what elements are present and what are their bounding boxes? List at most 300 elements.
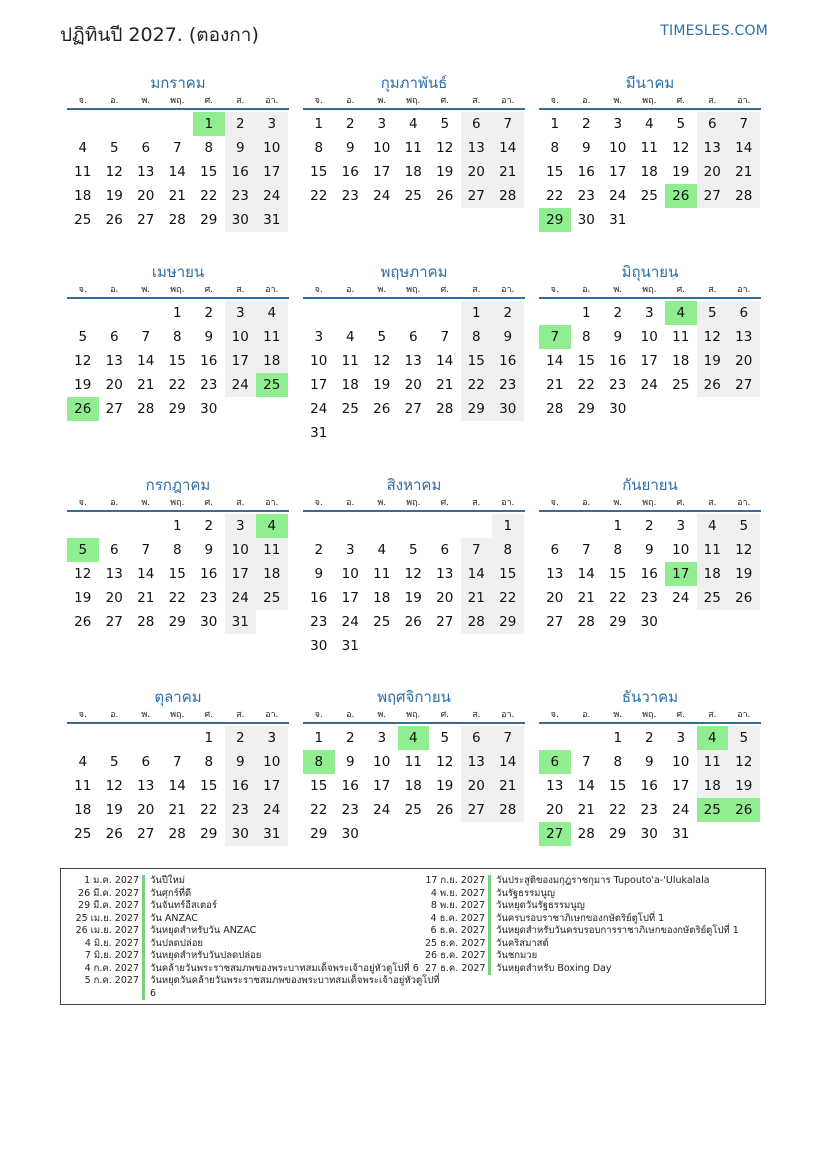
day-grid [303, 301, 525, 445]
day-cell: 29 [577, 401, 595, 417]
day-cell: 7 [172, 754, 182, 770]
day-cell: 25 [697, 586, 729, 610]
day-cell: 9 [345, 754, 355, 770]
weekday-label: อ. [346, 710, 355, 720]
weekday-label: ศ. [676, 498, 686, 508]
day-cell: 17 [341, 590, 359, 606]
day-cell: 12 [105, 778, 123, 794]
weekday-label: อา. [737, 498, 751, 508]
day-cell: 3 [314, 329, 324, 345]
weekday-label: อ. [110, 710, 119, 720]
day-cell: 31 [609, 212, 627, 228]
day-cell: 11 [256, 538, 288, 562]
day-cell: 13 [105, 566, 123, 582]
empty-cell [130, 301, 162, 325]
weekday-label: จ. [314, 96, 323, 106]
day-cell: 2 [492, 301, 524, 325]
weekday-label: ส. [236, 285, 245, 295]
day-cell: 7 [141, 329, 151, 345]
day-cell: 8 [613, 754, 623, 770]
day-cell: 22 [168, 377, 186, 393]
holiday-row [67, 875, 440, 888]
day-cell: 11 [640, 140, 658, 156]
day-cell: 31 [672, 826, 690, 842]
day-cell: 30 [310, 638, 328, 654]
holiday-row [67, 963, 440, 976]
weekday-label: อ. [582, 710, 591, 720]
day-grid [303, 514, 525, 658]
day-cell: 13 [436, 566, 454, 582]
day-cell: 23 [577, 188, 595, 204]
day-cell: 9 [225, 136, 257, 160]
day-cell: 6 [109, 329, 119, 345]
holiday-day-cell: 4 [398, 726, 430, 750]
day-cell: 26 [74, 614, 92, 630]
day-cell: 13 [137, 778, 155, 794]
day-cell: 13 [461, 136, 493, 160]
day-cell: 23 [341, 802, 359, 818]
holiday-row [425, 875, 758, 888]
day-cell: 18 [697, 562, 729, 586]
day-cell: 12 [728, 750, 760, 774]
holiday-name: วันหยุดวันคล้ายวันพระราชสมภพของพระบาทสมเด็จพระเจ้าอยู่หัวตูโปที่ 6 [142, 975, 440, 1000]
month-calendar [539, 261, 761, 421]
day-cell: 19 [105, 188, 123, 204]
weekday-label: อา. [265, 285, 279, 295]
day-cell: 5 [676, 116, 686, 132]
day-cell: 24 [640, 377, 658, 393]
day-cell: 27 [137, 212, 155, 228]
month-calendar [67, 72, 289, 232]
empty-cell [539, 514, 571, 538]
holiday-name: วันปลดปล่อย [142, 938, 440, 951]
day-cell: 16 [200, 353, 218, 369]
day-cell: 19 [74, 590, 92, 606]
weekday-header [539, 283, 761, 299]
day-cell: 1 [613, 730, 623, 746]
day-cell: 2 [345, 730, 355, 746]
weekday-label: อา. [265, 710, 279, 720]
day-cell: 26 [373, 401, 391, 417]
day-cell: 27 [404, 401, 422, 417]
day-cell: 14 [492, 750, 524, 774]
day-cell: 3 [613, 116, 623, 132]
day-cell: 20 [436, 590, 454, 606]
day-cell: 5 [728, 726, 760, 750]
holiday-date: 27 ธ.ค. 2027 [425, 962, 486, 974]
page-title: ปฏิทินปี 2027. (ตองกา) [60, 24, 259, 46]
day-cell: 25 [373, 614, 391, 630]
day-cell: 21 [168, 188, 186, 204]
holiday-date: 8 พ.ย. 2027 [430, 900, 485, 911]
day-cell: 1 [550, 116, 560, 132]
empty-cell [67, 726, 99, 750]
day-cell: 23 [640, 802, 658, 818]
day-cell: 29 [168, 614, 186, 630]
day-cell: 12 [74, 566, 92, 582]
day-grid [67, 301, 289, 421]
weekday-header [303, 94, 525, 110]
day-cell: 10 [256, 136, 288, 160]
day-cell: 30 [492, 397, 524, 421]
day-cell: 2 [613, 305, 623, 321]
day-cell: 8 [581, 329, 591, 345]
day-cell: 17 [225, 349, 257, 373]
day-cell: 19 [74, 377, 92, 393]
day-cell: 31 [341, 638, 359, 654]
day-cell: 3 [345, 542, 355, 558]
day-cell: 23 [640, 590, 658, 606]
month-calendar [539, 474, 761, 634]
day-cell: 14 [461, 562, 493, 586]
empty-cell [67, 301, 99, 325]
day-cell: 1 [204, 730, 214, 746]
weekday-header [67, 94, 289, 110]
day-cell: 20 [461, 774, 493, 798]
weekday-label: อ. [346, 498, 355, 508]
day-cell: 11 [74, 164, 92, 180]
weekday-label: พฤ. [406, 96, 421, 106]
day-cell: 8 [172, 542, 182, 558]
holiday-row [67, 938, 440, 951]
day-cell: 5 [109, 754, 119, 770]
weekday-label: อ. [346, 96, 355, 106]
day-cell: 26 [105, 212, 123, 228]
holiday-row [67, 975, 440, 1000]
day-cell: 30 [200, 614, 218, 630]
month-name: พฤษภาคม [380, 263, 448, 281]
holiday-date: 4 ธ.ค. 2027 [430, 912, 485, 924]
weekday-label: ศ. [440, 285, 450, 295]
day-cell: 29 [609, 614, 627, 630]
holiday-day-cell: 5 [67, 538, 99, 562]
empty-cell [99, 726, 131, 750]
day-cell: 25 [74, 826, 92, 842]
day-cell: 1 [613, 518, 623, 534]
day-cell: 20 [728, 349, 760, 373]
day-cell: 12 [74, 353, 92, 369]
holiday-day-cell: 26 [665, 184, 697, 208]
empty-cell [429, 301, 461, 325]
day-cell: 14 [168, 164, 186, 180]
day-cell: 26 [728, 586, 760, 610]
day-cell: 3 [256, 726, 288, 750]
holiday-date: 4 ก.ค. 2027 [84, 962, 139, 974]
day-cell: 7 [581, 754, 591, 770]
day-cell: 9 [581, 140, 591, 156]
day-cell: 12 [105, 164, 123, 180]
day-cell: 23 [609, 377, 627, 393]
day-cell: 16 [577, 164, 595, 180]
day-cell: 6 [728, 301, 760, 325]
weekday-label: ศ. [204, 96, 214, 106]
month-calendar [67, 686, 289, 846]
weekday-label: ศ. [440, 710, 450, 720]
day-cell: 18 [341, 377, 359, 393]
holiday-day-cell: 8 [303, 750, 335, 774]
day-cell: 22 [609, 590, 627, 606]
holiday-date: 4 มิ.ย. 2027 [84, 937, 139, 949]
holiday-date: 26 มี.ค. 2027 [78, 887, 139, 899]
holiday-name: วันหยุดสำหรับวันครบรอบการราชาภิเษกของกษัตริย์ตูโปที่ 1 [488, 925, 758, 938]
day-cell: 19 [436, 164, 454, 180]
day-cell: 6 [408, 329, 418, 345]
holiday-row [425, 913, 758, 926]
weekday-label: พฤ. [642, 498, 657, 508]
day-cell: 31 [256, 208, 288, 232]
weekday-label: พ. [613, 96, 623, 106]
day-cell: 20 [461, 160, 493, 184]
weekday-label: ส. [236, 710, 245, 720]
day-cell: 21 [137, 590, 155, 606]
day-cell: 20 [105, 377, 123, 393]
holiday-day-cell: 4 [697, 726, 729, 750]
day-cell: 21 [168, 802, 186, 818]
day-cell: 19 [436, 778, 454, 794]
day-cell: 10 [672, 542, 690, 558]
holiday-date: 5 ก.ค. 2027 [84, 975, 139, 986]
day-cell: 9 [644, 754, 654, 770]
weekday-label: จ. [78, 498, 87, 508]
day-cell: 25 [672, 377, 690, 393]
day-cell: 29 [492, 610, 524, 634]
day-cell: 6 [461, 726, 493, 750]
day-cell: 30 [225, 822, 257, 846]
day-cell: 19 [697, 349, 729, 373]
holiday-name: วันหยุดสำหรับ Boxing Day [488, 963, 758, 976]
weekday-label: อา. [501, 96, 515, 106]
holiday-name: วันศุกร์ที่ดี [142, 888, 440, 901]
day-cell: 21 [436, 377, 454, 393]
day-cell: 24 [256, 184, 288, 208]
day-cell: 17 [225, 562, 257, 586]
day-cell: 22 [310, 802, 328, 818]
day-cell: 18 [256, 349, 288, 373]
day-cell: 23 [200, 377, 218, 393]
day-cell: 10 [373, 140, 391, 156]
weekday-label: ศ. [440, 498, 450, 508]
day-cell: 2 [225, 726, 257, 750]
day-cell: 3 [676, 518, 686, 534]
weekday-label: พฤ. [170, 96, 185, 106]
day-cell: 9 [492, 325, 524, 349]
day-cell: 20 [137, 802, 155, 818]
day-cell: 31 [225, 610, 257, 634]
weekday-label: จ. [550, 498, 559, 508]
day-cell: 30 [609, 401, 627, 417]
day-cell: 10 [672, 754, 690, 770]
holiday-date: 7 มิ.ย. 2027 [84, 950, 139, 961]
weekday-label: จ. [314, 710, 323, 720]
day-cell: 28 [168, 826, 186, 842]
day-cell: 14 [577, 778, 595, 794]
day-cell: 19 [404, 590, 422, 606]
day-cell: 5 [78, 329, 88, 345]
day-cell: 23 [200, 590, 218, 606]
holiday-name: วันหยุดวันรัฐธรรมนูญ [488, 900, 758, 913]
holiday-date: 1 ม.ค. 2027 [84, 875, 139, 886]
day-cell: 4 [644, 116, 654, 132]
day-cell: 7 [461, 538, 493, 562]
day-cell: 9 [225, 750, 257, 774]
holiday-name: วันหยุดสำหรับวันปลดปล่อย [142, 950, 440, 963]
day-cell: 4 [345, 329, 355, 345]
day-cell: 1 [314, 116, 324, 132]
day-cell: 19 [728, 562, 760, 586]
weekday-label: พ. [377, 96, 387, 106]
day-cell: 18 [404, 164, 422, 180]
weekday-label: ส. [708, 285, 717, 295]
day-cell: 10 [256, 750, 288, 774]
empty-cell [429, 514, 461, 538]
day-cell: 25 [341, 401, 359, 417]
day-cell: 22 [200, 188, 218, 204]
weekday-label: จ. [550, 96, 559, 106]
empty-cell [461, 514, 493, 538]
day-cell: 4 [408, 116, 418, 132]
day-cell: 12 [373, 353, 391, 369]
day-cell: 11 [373, 566, 391, 582]
holiday-row [425, 925, 758, 938]
day-cell: 1 [581, 305, 591, 321]
day-cell: 15 [200, 164, 218, 180]
day-cell: 12 [404, 566, 422, 582]
empty-cell [67, 514, 99, 538]
holiday-name: วันรัฐธรรมนูญ [488, 888, 758, 901]
day-cell: 6 [141, 140, 151, 156]
day-grid [67, 514, 289, 634]
weekday-label: พ. [141, 285, 151, 295]
day-cell: 11 [697, 538, 729, 562]
day-cell: 8 [613, 542, 623, 558]
weekday-header [67, 708, 289, 724]
holiday-name: วันประสูติของมกุฎราชกุมาร Tupouto'a-'Ulukalala [488, 875, 758, 888]
day-cell: 19 [105, 802, 123, 818]
day-cell: 10 [310, 353, 328, 369]
day-cell: 29 [310, 826, 328, 842]
day-cell: 11 [404, 754, 422, 770]
day-cell: 11 [404, 140, 422, 156]
day-cell: 25 [404, 188, 422, 204]
day-cell: 28 [577, 826, 595, 842]
day-cell: 7 [172, 140, 182, 156]
holiday-name: วัน ANZAC [142, 913, 440, 926]
weekday-label: พ. [141, 710, 151, 720]
brand-link[interactable]: TIMESLES.COM [660, 23, 768, 39]
day-cell: 28 [461, 610, 493, 634]
weekday-header [67, 283, 289, 299]
day-cell: 11 [341, 353, 359, 369]
weekday-label: จ. [78, 285, 87, 295]
weekday-label: ส. [708, 710, 717, 720]
day-cell: 9 [204, 329, 214, 345]
weekday-label: ส. [472, 96, 481, 106]
day-cell: 15 [168, 353, 186, 369]
holiday-date: 6 ธ.ค. 2027 [430, 925, 485, 936]
day-cell: 9 [204, 542, 214, 558]
holiday-row [425, 963, 758, 976]
weekday-label: พฤ. [642, 96, 657, 106]
holiday-name: วันปีใหม่ [142, 875, 440, 888]
day-cell: 2 [644, 730, 654, 746]
weekday-label: ส. [472, 498, 481, 508]
day-cell: 1 [461, 301, 493, 325]
day-cell: 3 [377, 730, 387, 746]
weekday-label: จ. [78, 710, 87, 720]
day-cell: 16 [225, 774, 257, 798]
day-cell: 10 [225, 538, 257, 562]
holiday-day-cell: 17 [665, 562, 697, 586]
day-cell: 22 [310, 188, 328, 204]
weekday-label: พ. [613, 498, 623, 508]
day-grid [539, 514, 761, 634]
holiday-date: 17 ก.ย. 2027 [425, 875, 485, 886]
weekday-label: พฤ. [170, 498, 185, 508]
day-cell: 14 [168, 778, 186, 794]
day-grid [303, 726, 525, 846]
empty-cell [335, 514, 367, 538]
holiday-day-cell: 7 [539, 325, 571, 349]
day-cell: 20 [404, 377, 422, 393]
holiday-date: 25 ธ.ค. 2027 [425, 937, 486, 949]
day-cell: 31 [256, 822, 288, 846]
day-cell: 15 [310, 778, 328, 794]
day-cell: 15 [546, 164, 564, 180]
day-cell: 15 [492, 562, 524, 586]
day-cell: 14 [137, 566, 155, 582]
day-cell: 22 [609, 802, 627, 818]
day-cell: 12 [436, 754, 454, 770]
day-cell: 14 [546, 353, 564, 369]
weekday-label: พฤ. [406, 710, 421, 720]
weekday-label: จ. [314, 285, 323, 295]
day-cell: 7 [492, 726, 524, 750]
day-cell: 11 [256, 325, 288, 349]
day-cell: 30 [341, 826, 359, 842]
empty-cell [130, 112, 162, 136]
day-cell: 20 [546, 590, 564, 606]
day-cell: 10 [225, 325, 257, 349]
holiday-date: 26 เม.ย. 2027 [75, 925, 139, 936]
day-cell: 23 [492, 373, 524, 397]
holiday-day-cell: 29 [539, 208, 571, 232]
holiday-name: วันชกมวย [488, 950, 758, 963]
day-cell: 21 [577, 802, 595, 818]
day-cell: 29 [461, 397, 493, 421]
day-cell: 21 [546, 377, 564, 393]
weekday-label: พ. [613, 285, 623, 295]
day-cell: 21 [577, 590, 595, 606]
day-cell: 3 [377, 116, 387, 132]
day-cell: 23 [341, 188, 359, 204]
weekday-label: อ. [346, 285, 355, 295]
day-cell: 30 [640, 826, 658, 842]
weekday-label: อ. [582, 96, 591, 106]
day-cell: 27 [728, 373, 760, 397]
day-cell: 29 [168, 401, 186, 417]
holiday-day-cell: 25 [697, 798, 729, 822]
weekday-label: ส. [708, 96, 717, 106]
empty-cell [99, 301, 131, 325]
weekday-header [67, 496, 289, 512]
day-cell: 27 [105, 401, 123, 417]
month-name: ธันวาคม [621, 688, 679, 706]
weekday-header [303, 496, 525, 512]
holiday-row [67, 900, 440, 913]
weekday-label: ส. [472, 285, 481, 295]
weekday-header [303, 283, 525, 299]
holiday-name: วันคล้ายวันพระราชสมภพของพระบาทสมเด็จพระเจ้าอยู่หัวตูโปที่ 6 [142, 963, 440, 976]
